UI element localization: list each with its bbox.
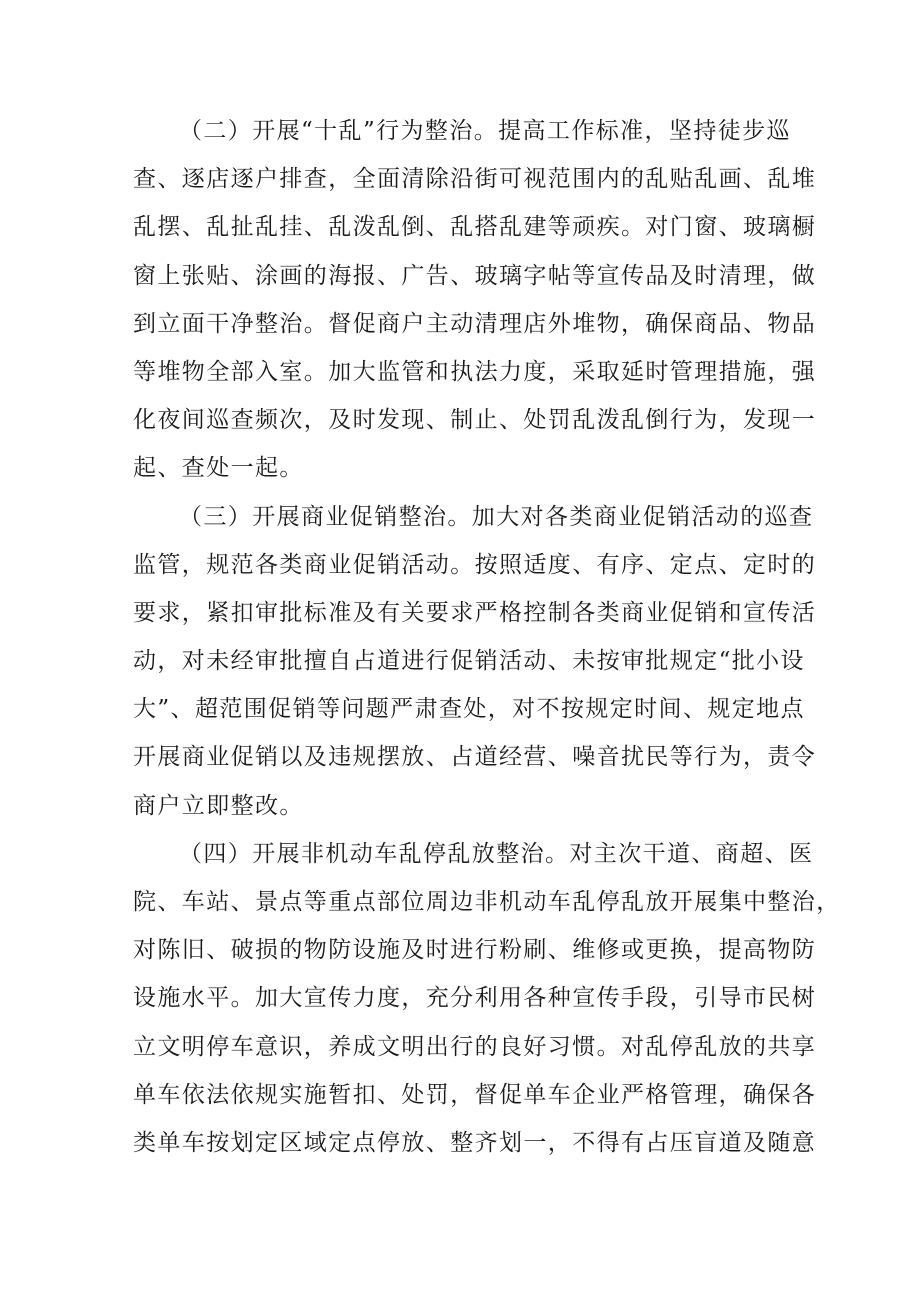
text-line: 大”、超范围促销等问题严肃查处，对不按规定时间、规定地点 xyxy=(133,696,805,723)
paragraph-commercial-promotion xyxy=(133,493,817,830)
text-line: 单车依法依规实施暂扣、处罚，督促单车企业严格管理，确保各 xyxy=(133,1081,817,1108)
text-line: 动，对未经审批擅自占道进行促销活动、未按审批规定“批小设 xyxy=(133,648,805,675)
paragraph-ten-disorders xyxy=(133,107,817,493)
text-line: 等堆物全部入室。加大监管和执法力度，采取延时管理措施，强 xyxy=(133,358,817,385)
text-line: 开展商业促销以及违规摆放、占道经营、噪音扰民等行为，责令 xyxy=(133,744,817,771)
text-line: 窗上张贴、涂画的海报、广告、玻璃字帖等宣传品及时清理，做 xyxy=(133,262,817,289)
text-line: 到立面干净整治。督促商户主动清理店外堆物，确保商品、物品 xyxy=(133,310,817,337)
text-line: 起、查处一起。 xyxy=(133,455,304,482)
paragraph-non-motor-vehicle-parking xyxy=(133,830,841,1167)
text-line: 院、车站、景点等重点部位周边非机动车乱停乱放开展集中整治， xyxy=(133,889,841,915)
text-line: 查、逐店逐户排查，全面清除沿街可视范围内的乱贴乱画、乱堆 xyxy=(133,166,817,193)
text-line: 立文明停车意识，养成文明出行的良好习惯。对乱停乱放的共享 xyxy=(133,1033,817,1060)
text-line: 要求，紧扣审批标准及有关要求严格控制各类商业促销和宣传活 xyxy=(133,599,817,626)
text-line: （四）开展非机动车乱停乱放整治。对主次干道、商超、医 xyxy=(179,840,814,867)
text-line: 化夜间巡查频次，及时发现、制止、处罚乱泼乱倒行为，发现一 xyxy=(133,407,817,434)
text-line: 设施水平。加大宣传力度，充分利用各种宣传手段，引导市民树 xyxy=(133,985,817,1012)
text-line: 类单车按划定区域定点停放、整齐划一，不得有占压盲道及随意 xyxy=(133,1129,817,1156)
text-line: 乱摆、乱扯乱挂、乱泼乱倒、乱搭乱建等顽疾。对门窗、玻璃橱 xyxy=(133,214,817,241)
text-line: 商户立即整改。 xyxy=(133,792,304,819)
text-line: 监管，规范各类商业促销活动。按照适度、有序、定点、定时的 xyxy=(133,551,817,578)
text-line: （二）开展“十乱”行为整治。提高工作标准，坚持徒步巡 xyxy=(179,118,791,144)
text-line: 对陈旧、破损的物防设施及时进行粉刷、维修或更换，提高物防 xyxy=(133,937,817,964)
text-line: （三）开展商业促销整治。加大对各类商业促销活动的巡查 xyxy=(179,503,814,530)
document-body xyxy=(133,107,841,1167)
